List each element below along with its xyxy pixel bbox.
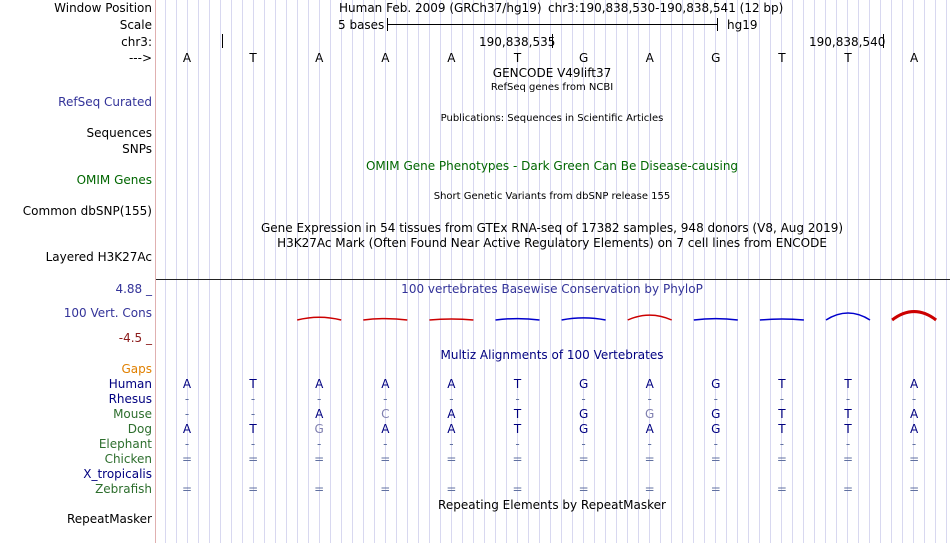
phylop-mark <box>892 312 936 320</box>
grid-line <box>231 0 232 543</box>
alignment-base: G <box>578 377 589 391</box>
phylop-mark <box>297 317 341 320</box>
alignment-base: - <box>647 392 652 406</box>
base-letter: A <box>645 51 654 65</box>
grid-line <box>242 0 243 543</box>
grid-line <box>638 0 639 543</box>
alignment-base: G <box>314 422 324 436</box>
phylop-mark <box>496 319 540 320</box>
dbsnp-track-title[interactable]: Short Genetic Variants from dbSNP release 155 <box>433 191 671 202</box>
assembly-label: Human Feb. 2009 (GRCh37/hg19) <box>339 1 542 15</box>
base-letter: G <box>711 51 721 65</box>
alignment-base: - <box>845 437 851 451</box>
cons-min-label: -4.5 _ <box>118 331 152 345</box>
ruler-tick-label-2: 190,838,540 <box>809 35 886 49</box>
alignment-base: = <box>776 482 787 496</box>
multiz-track-title[interactable]: Multiz Alignments of 100 Vertebrates <box>440 348 664 362</box>
grid-line <box>737 0 738 543</box>
alignment-base: - <box>184 437 190 451</box>
grid-line <box>891 0 892 543</box>
ruler-tick <box>552 34 553 48</box>
gaps-label: Gaps <box>121 362 152 376</box>
alignment-base: = <box>644 452 655 466</box>
base-letter: T <box>513 51 522 65</box>
cons-max-label: 4.88 _ <box>115 282 152 296</box>
alignment-base: - <box>317 437 322 451</box>
alignment-base: - <box>184 407 190 421</box>
alignment-base: G <box>578 422 589 436</box>
alignment-base: = <box>578 482 589 496</box>
grid-line <box>726 0 727 543</box>
gencode-track-title[interactable]: GENCODE V49lift37 <box>492 66 612 80</box>
grid-line <box>330 0 331 543</box>
grid-line <box>473 0 474 543</box>
omim-genes-label[interactable]: OMIM Genes <box>76 173 152 187</box>
phylop-graph[interactable] <box>156 300 950 330</box>
alignment-base: = <box>710 452 721 466</box>
repeatmasker-label[interactable]: RepeatMasker <box>66 512 152 526</box>
phylop-mark <box>628 315 672 320</box>
snps-label[interactable]: SNPs <box>122 142 152 156</box>
alignment-base: A <box>909 422 919 436</box>
grid-line <box>264 0 265 543</box>
omim-track-title[interactable]: OMIM Gene Phenotypes - Dark Green Can Be Disease-causing <box>365 159 739 173</box>
alignment-base: - <box>713 392 718 406</box>
grid-line <box>880 0 881 543</box>
strand-label: ---> <box>128 51 152 65</box>
grid-line <box>297 0 298 543</box>
alignment-base: - <box>581 437 586 451</box>
alignment-base: A <box>909 407 919 421</box>
common-dbsnp-label[interactable]: Common dbSNP(155) <box>22 204 152 218</box>
alignment-base: - <box>250 437 256 451</box>
grid-line <box>341 0 342 543</box>
alignment-base: = <box>380 482 391 496</box>
species-label-dog[interactable]: Dog <box>127 422 152 436</box>
alignment-base: = <box>446 452 457 466</box>
grid-line <box>176 0 177 543</box>
alignment-base: - <box>250 407 256 421</box>
grid-line <box>748 0 749 543</box>
alignment-base: A <box>645 377 654 391</box>
alignment-base: T <box>778 407 786 421</box>
layered-h3k27ac-label[interactable]: Layered H3K27Ac <box>45 250 152 264</box>
alignment-base: G <box>645 407 655 421</box>
alignment-base: T <box>844 422 852 436</box>
alignment-base: = <box>512 452 523 466</box>
alignment-base: A <box>447 377 456 391</box>
scale-db: hg19 <box>727 18 758 32</box>
scale-text: 5 bases <box>338 18 385 32</box>
base-letter: A <box>381 51 390 65</box>
alignment-base: - <box>317 392 322 406</box>
grid-line <box>407 0 408 543</box>
species-label-rhesus[interactable]: Rhesus <box>108 392 152 406</box>
species-label-x_tropicalis[interactable]: X_tropicalis <box>83 467 152 481</box>
alignment-base: A <box>182 377 192 391</box>
alignment-base: A <box>182 422 192 436</box>
base-letter: A <box>447 51 456 65</box>
alignment-base: - <box>779 437 785 451</box>
alignment-base: A <box>381 422 390 436</box>
alignment-base: = <box>380 452 391 466</box>
alignment-base: A <box>315 407 324 421</box>
grid-line <box>429 0 430 543</box>
alignment-base: A <box>447 407 456 421</box>
species-label-human[interactable]: Human <box>108 377 152 391</box>
grid-line <box>682 0 683 543</box>
alignment-base: = <box>248 482 259 496</box>
phylop-mark <box>429 319 473 320</box>
refseq-curated-label[interactable]: RefSeq Curated <box>58 95 152 109</box>
alignment-base: = <box>248 452 259 466</box>
ruler-tick-label-1: 190,838,535 <box>479 35 556 49</box>
grid-line <box>858 0 859 543</box>
100-vert-cons-label[interactable]: 100 Vert. Cons <box>63 306 152 320</box>
alignment-base: = <box>181 482 193 496</box>
alignment-base: - <box>911 392 917 406</box>
alignment-base: - <box>845 392 851 406</box>
alignment-base: T <box>513 422 522 436</box>
alignment-base: T <box>844 407 852 421</box>
phylop-mark <box>363 319 407 320</box>
alignment-base: A <box>315 377 324 391</box>
alignment-base: T <box>778 377 786 391</box>
repeatmasker-track-title[interactable]: Repeating Elements by RepeatMasker <box>438 498 666 512</box>
grid-line <box>396 0 397 543</box>
alignment-base: G <box>578 407 589 421</box>
chrom-label: chr3: <box>121 35 152 49</box>
track-divider <box>156 279 950 280</box>
phylop-mark <box>562 318 606 320</box>
grid-line <box>286 0 287 543</box>
alignment-base: G <box>711 422 721 436</box>
alignment-base: - <box>647 437 652 451</box>
position-coords[interactable]: chr3:190,838,530-190,838,541 (12 bp) <box>548 1 784 15</box>
alignment-base: = <box>446 482 457 496</box>
alignment-base: = <box>314 452 325 466</box>
label-divider <box>155 0 156 543</box>
alignment-base: - <box>779 392 785 406</box>
species-label-mouse[interactable]: Mouse <box>113 407 152 421</box>
alignment-base: = <box>909 452 920 466</box>
scale-bar <box>387 18 717 31</box>
alignment-base: - <box>383 392 388 406</box>
alignment-base: = <box>314 482 325 496</box>
grid-line <box>759 0 760 543</box>
grid-line <box>363 0 364 543</box>
alignment-base: - <box>581 392 586 406</box>
alignment-base: - <box>383 437 388 451</box>
alignment-base: - <box>515 392 520 406</box>
ruler-tick <box>883 34 884 48</box>
alignment-base: A <box>645 422 654 436</box>
grid-line <box>825 0 826 543</box>
alignment-base: A <box>447 422 456 436</box>
base-letter: T <box>249 51 257 65</box>
grid-line <box>814 0 815 543</box>
h3k27ac-track-title[interactable]: H3K27Ac Mark (Often Found Near Active Regulatory Elements) on 7 cell lines from ENCODE <box>277 236 827 250</box>
grid-line <box>869 0 870 543</box>
grid-line <box>462 0 463 543</box>
base-letter: A <box>909 51 919 65</box>
alignment-base: G <box>711 407 721 421</box>
grid-line <box>924 0 925 543</box>
alignment-base: T <box>249 377 257 391</box>
gtex-track-title[interactable]: Gene Expression in 54 tissues from GTEx RNA-seq of 17382 samples, 948 donors (V8, Aug 2019) <box>260 221 844 235</box>
grid-line <box>935 0 936 543</box>
phylop-mark <box>760 319 804 320</box>
base-letter: A <box>182 51 192 65</box>
grid-line <box>770 0 771 543</box>
alignment-base: T <box>844 377 852 391</box>
grid-line <box>165 0 166 543</box>
alignment-base: C <box>381 407 390 421</box>
alignment-base: - <box>713 437 718 451</box>
alignment-base: T <box>513 377 522 391</box>
window-position-label: Window Position <box>54 1 152 15</box>
grid-line <box>418 0 419 543</box>
grid-line <box>374 0 375 543</box>
base-letter: T <box>778 51 786 65</box>
phylop-mark <box>694 319 738 320</box>
grid-line <box>209 0 210 543</box>
alignment-base: - <box>515 437 520 451</box>
grid-line <box>803 0 804 543</box>
grid-line <box>484 0 485 543</box>
grid-line <box>660 0 661 543</box>
publications-track-title[interactable]: Publications: Sequences in Scientific Articles <box>440 113 664 124</box>
alignment-base: - <box>250 392 256 406</box>
refseq-track-title[interactable]: RefSeq genes from NCBI <box>490 82 614 93</box>
base-letter: T <box>844 51 852 65</box>
scale-label: Scale <box>119 18 152 32</box>
grid-line <box>440 0 441 543</box>
alignment-base: - <box>911 437 917 451</box>
grid-line <box>704 0 705 543</box>
alignment-base: = <box>842 452 854 466</box>
sequences-label[interactable]: Sequences <box>86 126 152 140</box>
grid-line <box>946 0 947 543</box>
alignment-base: A <box>909 377 919 391</box>
alignment-base: = <box>776 452 787 466</box>
grid-line <box>836 0 837 543</box>
grid-line <box>220 0 221 543</box>
alignment-base: - <box>184 392 190 406</box>
alignment-base: T <box>513 407 522 421</box>
phylop-mark <box>826 313 870 320</box>
alignment-base: = <box>710 482 721 496</box>
grid-line <box>627 0 628 543</box>
grid-line <box>352 0 353 543</box>
alignment-base: - <box>449 437 454 451</box>
grid-line <box>275 0 276 543</box>
alignment-base: G <box>711 377 721 391</box>
grid-line <box>616 0 617 543</box>
ruler-tick <box>222 34 223 48</box>
alignment-base: T <box>778 422 786 436</box>
grid-line <box>308 0 309 543</box>
grid-line <box>671 0 672 543</box>
species-label-zebrafish[interactable]: Zebrafish <box>95 482 152 496</box>
alignment-base: - <box>449 392 454 406</box>
alignment-base: T <box>249 422 257 436</box>
species-label-elephant[interactable]: Elephant <box>98 437 152 451</box>
phylop-track-title[interactable]: 100 vertebrates Basewise Conservation by PhyloP <box>401 282 703 296</box>
base-letter: G <box>578 51 589 65</box>
base-letter: A <box>315 51 324 65</box>
alignment-base: = <box>644 482 655 496</box>
alignment-base: = <box>181 452 193 466</box>
alignment-base: = <box>909 482 920 496</box>
grid-line <box>902 0 903 543</box>
grid-line <box>198 0 199 543</box>
grid-line <box>693 0 694 543</box>
alignment-base: = <box>578 452 589 466</box>
alignment-base: = <box>512 482 523 496</box>
species-label-chicken[interactable]: Chicken <box>104 452 152 466</box>
grid-line <box>792 0 793 543</box>
alignment-base: = <box>842 482 854 496</box>
alignment-base: A <box>381 377 390 391</box>
